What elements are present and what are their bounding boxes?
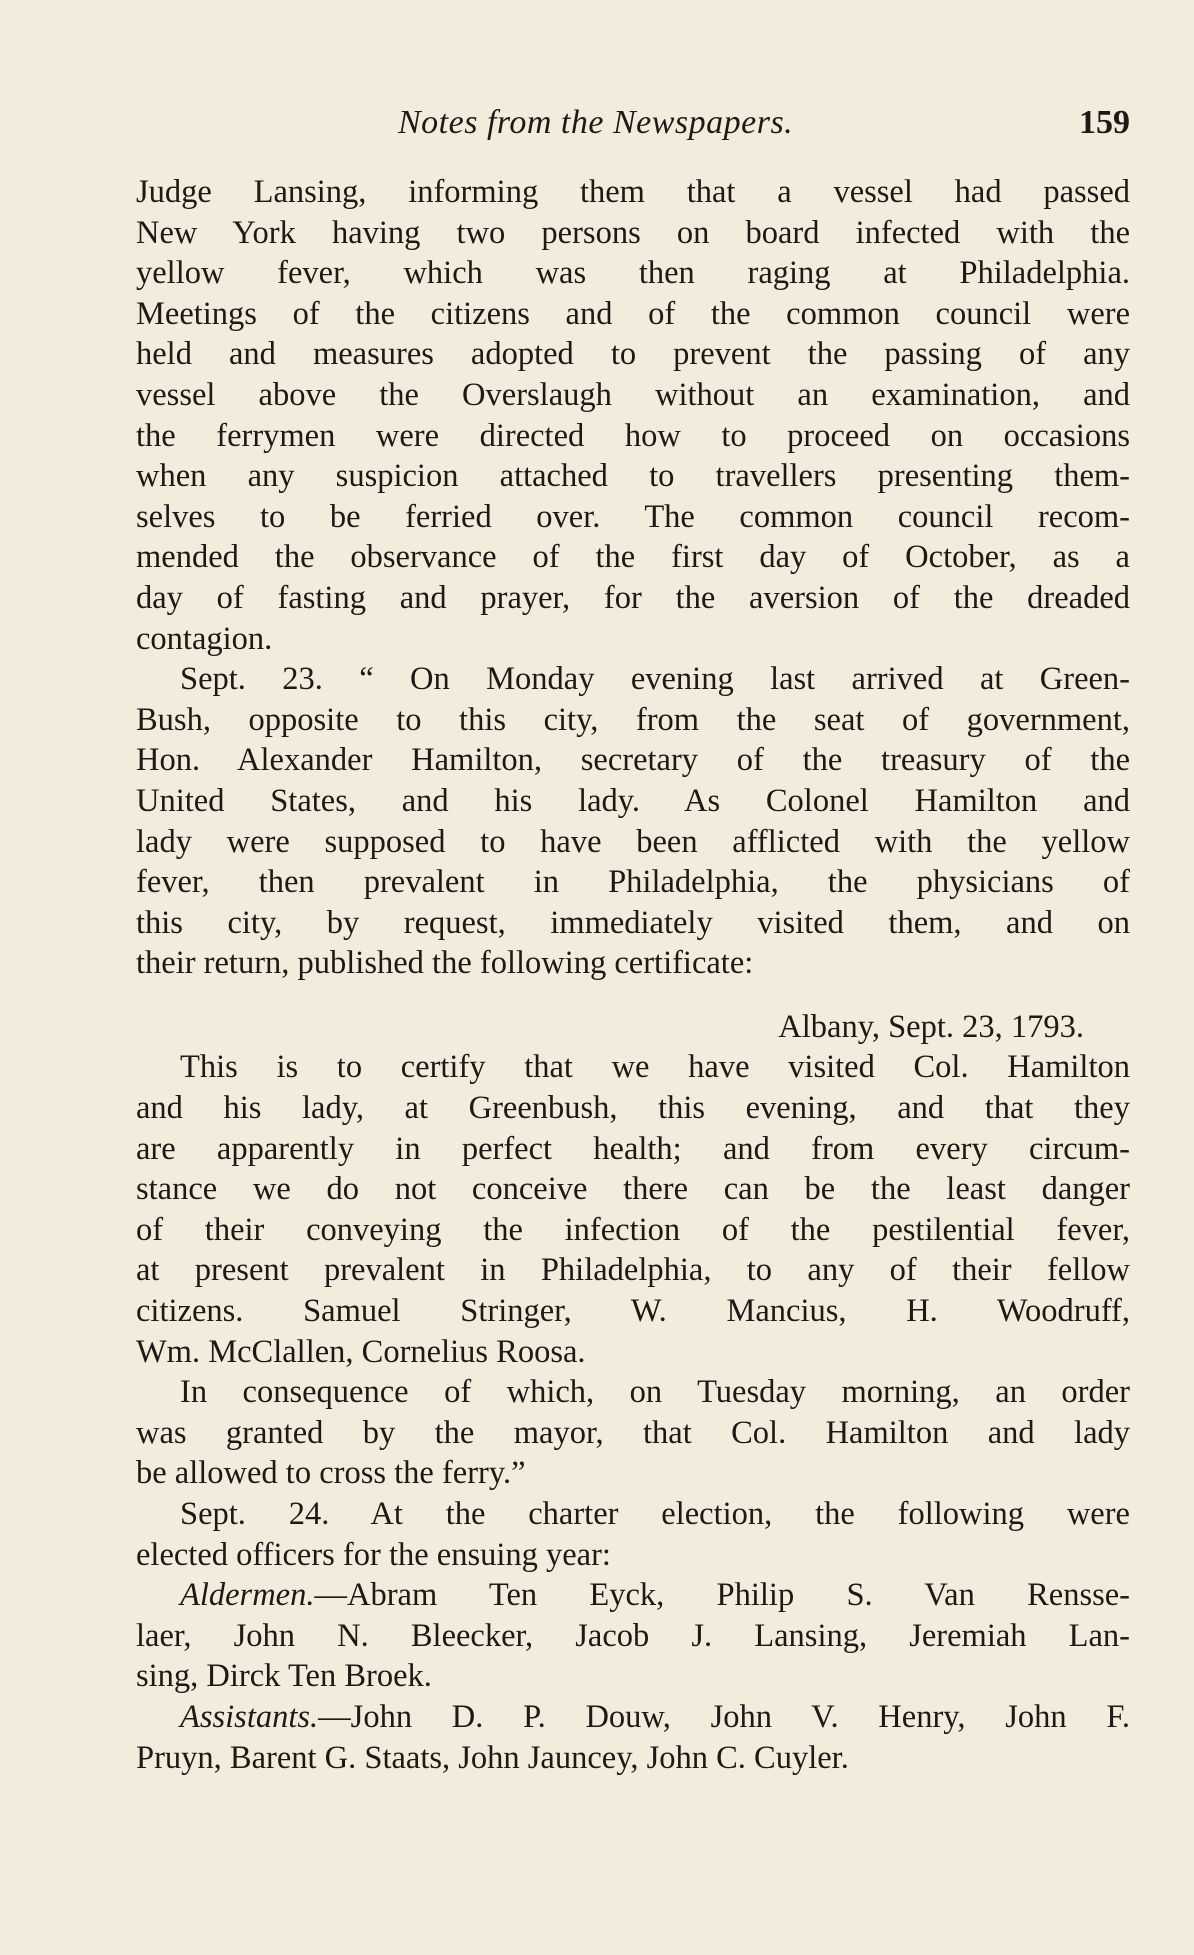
text-line: at present prevalent in Philadelphia, to any of their fellow	[136, 1252, 1130, 1289]
text-line: and his lady, at Greenbush, this evening, and that they	[136, 1090, 1130, 1127]
text-line: selves to be ferried over. The common council recom-	[136, 498, 1130, 535]
assistants-names-start: —John D. P. Douw, John V. Henry, John F.	[318, 1698, 1130, 1735]
text-line: This is to certify that we have visited Col. Hamilton	[180, 1049, 1130, 1086]
paragraph-fever-precautions	[136, 172, 1130, 659]
text-line: Meetings of the citizens and of the common council were	[136, 295, 1130, 332]
body-text	[136, 172, 1130, 1778]
text-line: of their conveying the infection of the pestilential fever,	[136, 1211, 1130, 1248]
running-title: Notes from the Newspapers.	[398, 104, 794, 141]
text-line: the ferrymen were directed how to proceed on occasions	[136, 417, 1130, 454]
text-line	[136, 1575, 1130, 1616]
text-line: mended the observance of the first day of October, as a	[136, 539, 1130, 576]
text-line: Pruyn, Barent G. Staats, John Jauncey, John C. Cuyler.	[136, 1739, 849, 1776]
aldermen-names-start: —Abram Ten Eyck, Philip S. Van Rensse-	[314, 1577, 1130, 1614]
paragraph-sept-23	[136, 659, 1130, 984]
text-line: vessel above the Overslaugh without an examination, and	[136, 376, 1130, 413]
aldermen-label: Aldermen.	[180, 1577, 315, 1614]
paragraph-ferry-order	[136, 1372, 1130, 1494]
certificate-dateline: Albany, Sept. 23, 1793.	[778, 1008, 1084, 1045]
text-line: elected officers for the ensuing year:	[136, 1536, 611, 1573]
paragraph-sept-24	[136, 1494, 1130, 1575]
text-line: was granted by the mayor, that Col. Hamilton and lady	[136, 1414, 1130, 1451]
text-line: Hon. Alexander Hamilton, secretary of the treasury of the	[136, 742, 1130, 779]
paragraph-certificate	[136, 1047, 1130, 1372]
text-line: United States, and his lady. As Colonel Hamilton and	[136, 782, 1130, 819]
text-line: In consequence of which, on Tuesday morning, an order	[180, 1374, 1130, 1411]
text-line: Bush, opposite to this city, from the seat of government,	[136, 701, 1130, 738]
text-line: stance we do not conceive there can be the least danger	[136, 1171, 1130, 1208]
text-line: citizens. Samuel Stringer, W. Mancius, H. Woodruff,	[136, 1293, 1130, 1330]
text-line: Sept. 24. At the charter election, the following were	[180, 1496, 1130, 1532]
text-line: sing, Dirck Ten Broek.	[136, 1658, 432, 1695]
text-line: yellow fever, which was then raging at Philadelphia.	[136, 255, 1130, 292]
text-line: are apparently in perfect health; and from every circum-	[136, 1130, 1130, 1167]
text-line: day of fasting and prayer, for the aversion of the dreaded	[136, 579, 1130, 616]
text-line	[136, 1697, 1130, 1738]
page-number: 159	[1079, 104, 1130, 141]
text-line: Judge Lansing, informing them that a vessel had passed	[136, 174, 1130, 210]
text-line: Wm. McClallen, Cornelius Roosa.	[136, 1333, 586, 1370]
text-line: New York having two persons on board infected with the	[136, 214, 1130, 251]
assistants-label: Assistants.	[180, 1698, 319, 1735]
running-head	[138, 104, 1130, 148]
text-line: held and measures adopted to prevent the passing of any	[136, 336, 1130, 373]
paragraph-assistants	[136, 1697, 1130, 1778]
text-line: this city, by request, immediately visited them, and on	[136, 904, 1130, 941]
text-line: fever, then prevalent in Philadelphia, the physicians of	[136, 864, 1130, 901]
paragraph-aldermen	[136, 1575, 1130, 1697]
text-line: contagion.	[136, 620, 273, 657]
text-line: laer, John N. Bleecker, Jacob J. Lansing, Jeremiah Lan-	[136, 1617, 1130, 1654]
text-line: Sept. 23. “ On Monday evening last arrived at Green-	[180, 661, 1130, 698]
text-line: be allowed to cross the ferry.”	[136, 1455, 526, 1492]
text-line: lady were supposed to have been afflicted with the yellow	[136, 823, 1130, 860]
text-line: when any suspicion attached to travellers presenting them-	[136, 458, 1130, 495]
text-line: their return, published the following certificate:	[136, 945, 754, 982]
